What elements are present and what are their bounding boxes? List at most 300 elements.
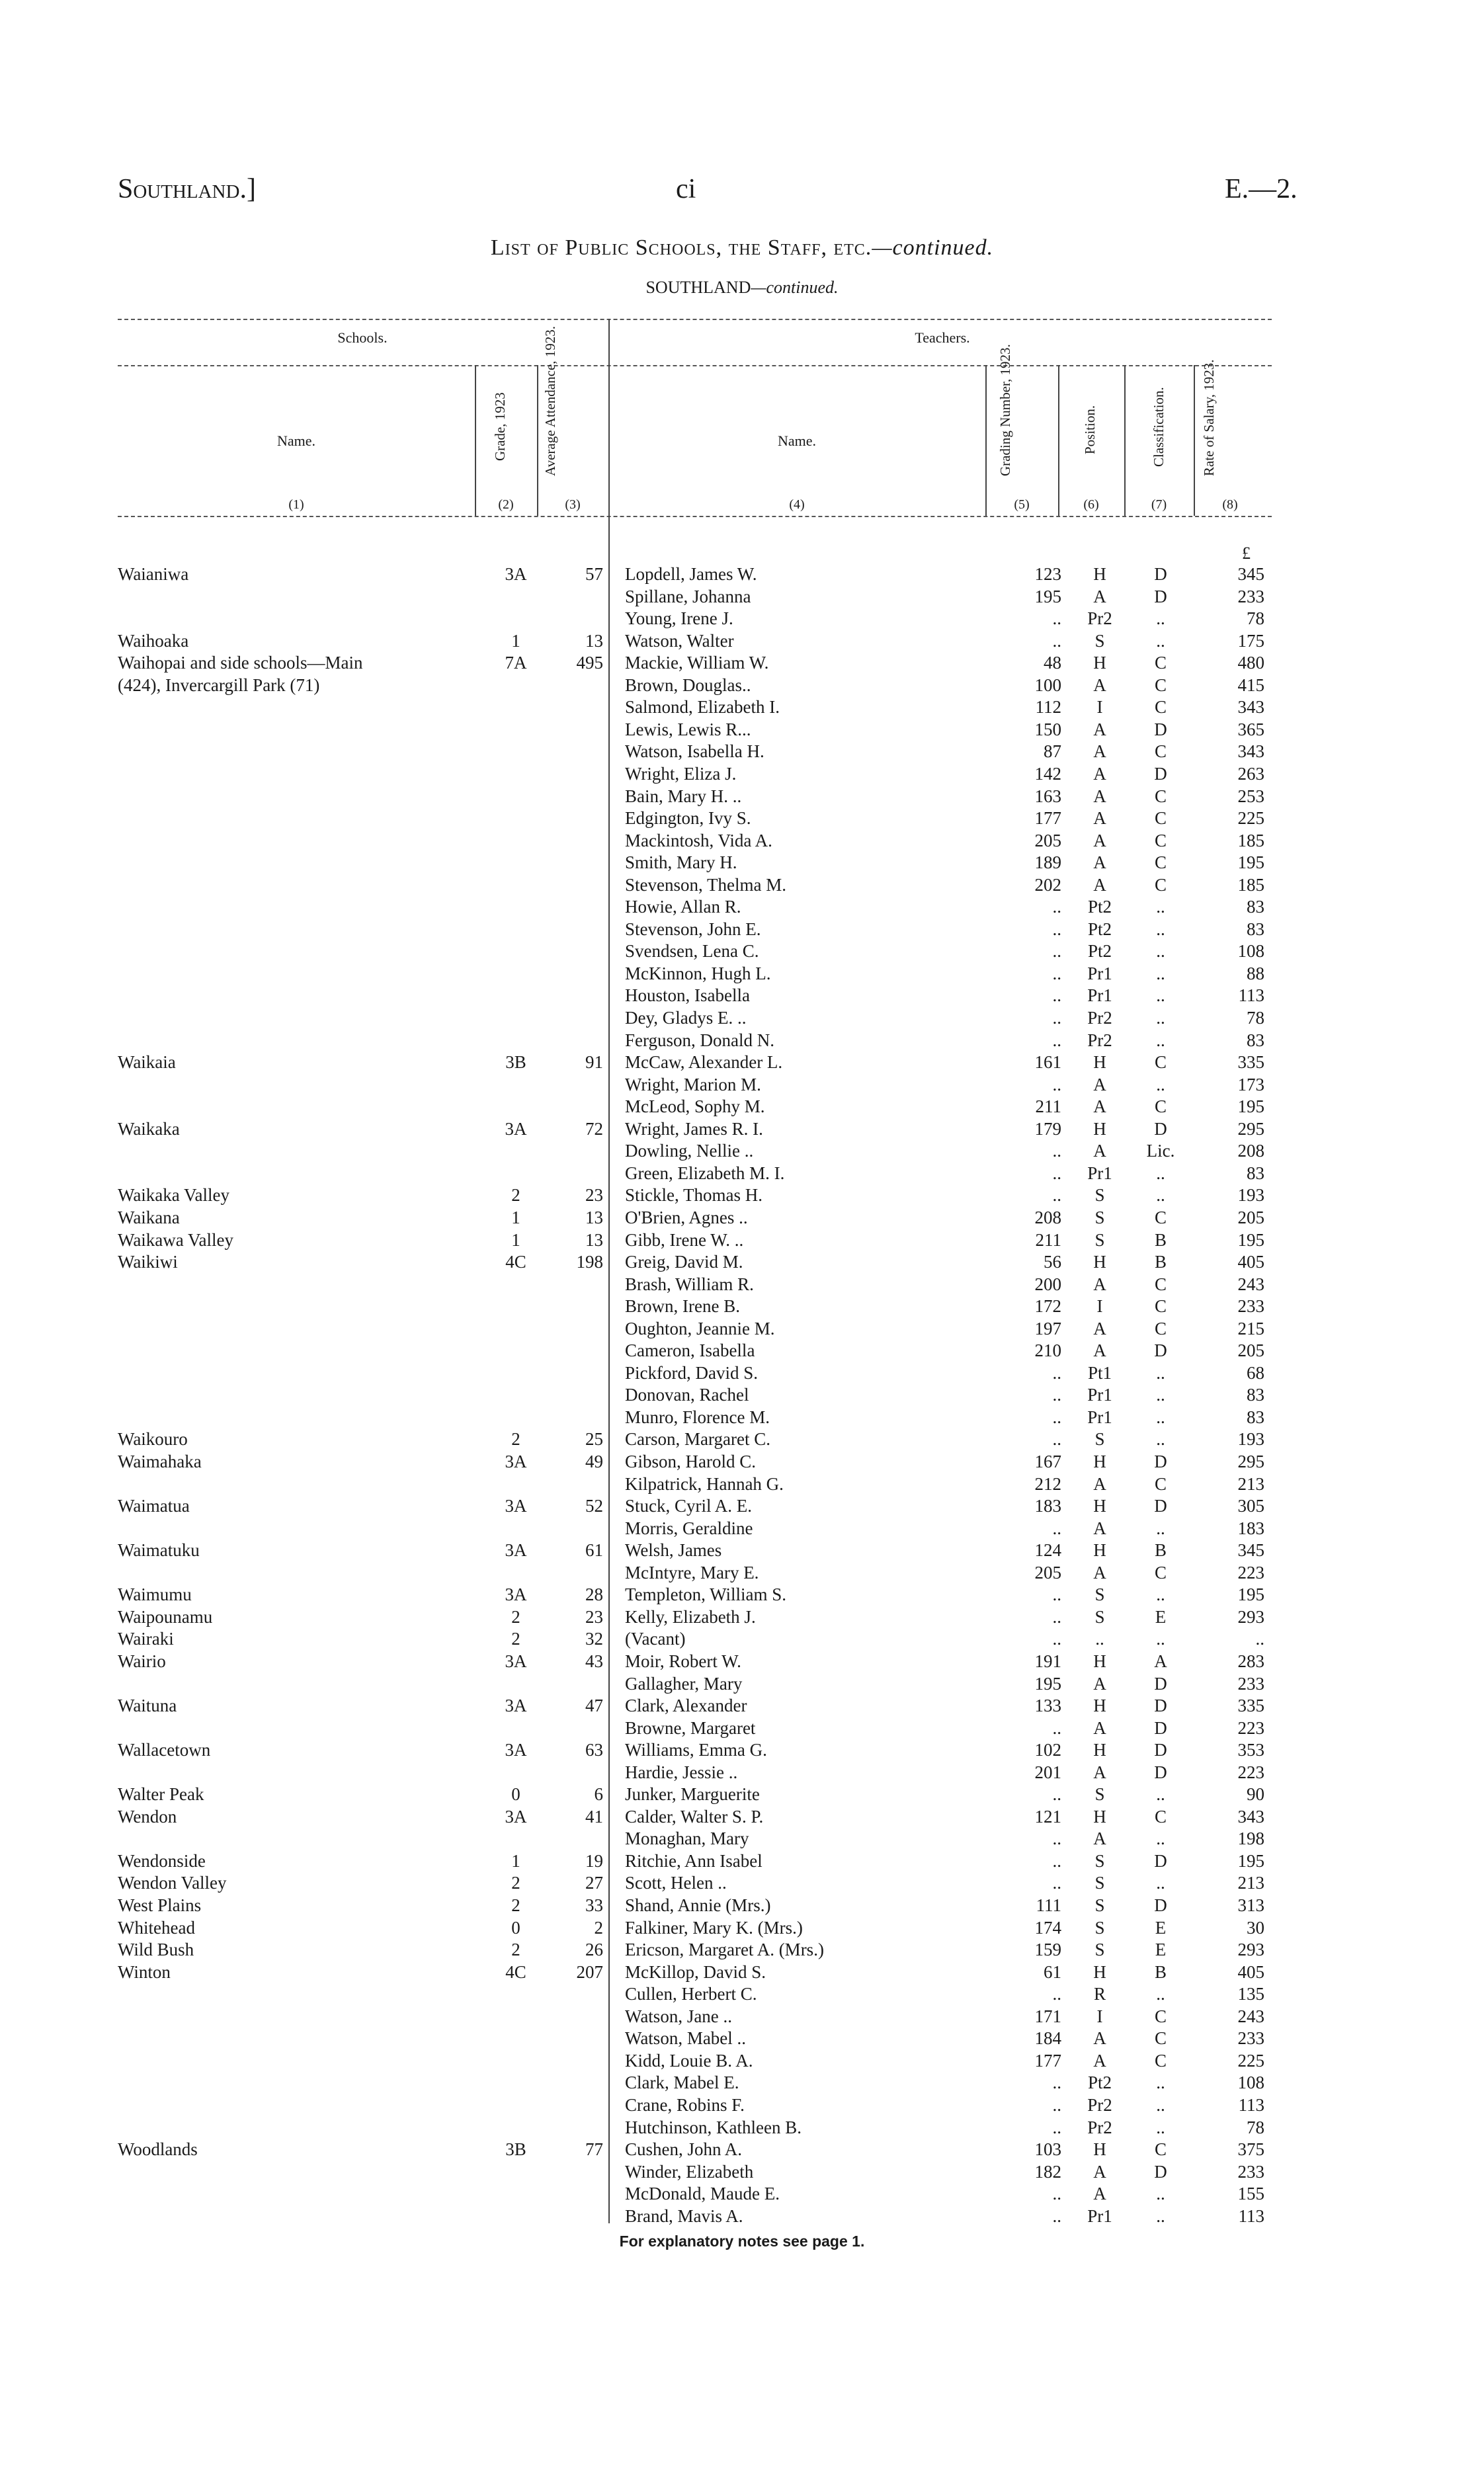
grading-number-cell: 197 xyxy=(1034,1318,1061,1338)
teacher-name-cell xyxy=(625,719,999,741)
teacher-name-cell xyxy=(625,1274,999,1296)
teacher-name-cell xyxy=(625,1540,999,1561)
teacher-name: Dey, Gladys E. .. xyxy=(625,1008,747,1028)
attendance-cell: 49 xyxy=(585,1452,603,1471)
teacher-name: Gallagher, Mary xyxy=(625,1673,743,1694)
position-cell: Pt2 xyxy=(1087,897,1112,917)
school-name-cell: Waikaka Valley xyxy=(118,1185,230,1206)
teacher-name: Scott, Helen .. xyxy=(625,1873,727,1893)
teacher-name-cell xyxy=(625,1340,999,1362)
classification-cell: .. xyxy=(1156,1385,1165,1405)
salary-cell: 193 xyxy=(1237,1429,1264,1450)
teacher-name: (Vacant) xyxy=(625,1629,686,1649)
teacher-name: Smith, Mary H. xyxy=(625,852,737,873)
salary-cell: 185 xyxy=(1237,874,1264,895)
salary-cell: 175 xyxy=(1237,630,1264,651)
teacher-name: Cameron, Isabella xyxy=(625,1340,755,1361)
position-cell: S xyxy=(1094,1429,1105,1450)
teacher-name-cell xyxy=(625,1518,999,1540)
classification-cell: D xyxy=(1154,719,1167,739)
salary-cell: 83 xyxy=(1247,1030,1264,1050)
attendance-cell: 2 xyxy=(594,1917,603,1938)
teacher-name-cell xyxy=(625,630,999,652)
teacher-name-cell xyxy=(625,741,999,762)
school-name-cell: Waikiwi xyxy=(118,1252,178,1272)
grading-number-cell: 177 xyxy=(1034,2050,1061,2071)
salary-cell: 155 xyxy=(1237,2184,1264,2204)
grading-number-cell: .. xyxy=(1052,1518,1061,1538)
attendance-header: Average Attendance, 1923. xyxy=(542,325,558,476)
grading-number-cell: 167 xyxy=(1034,1452,1061,1471)
grade-cell: 3A xyxy=(505,1496,527,1516)
salary-cell: 185 xyxy=(1237,830,1264,850)
position-cell: A xyxy=(1093,1762,1106,1782)
position-cell: S xyxy=(1094,1584,1105,1605)
grading-number-cell: 205 xyxy=(1034,830,1061,850)
salary-cell: 83 xyxy=(1247,897,1264,917)
teacher-name: Moir, Robert W. xyxy=(625,1651,741,1671)
grading-number-cell: 189 xyxy=(1034,852,1061,873)
position-cell: Pr2 xyxy=(1087,608,1112,629)
salary-cell: 295 xyxy=(1237,1452,1264,1471)
teacher-name-header: Name. xyxy=(777,432,817,449)
salary-cell: 193 xyxy=(1237,1185,1264,1206)
position-cell: I xyxy=(1096,2006,1103,2026)
grade-header: Grade, 1923 xyxy=(492,392,508,461)
grading-number-cell: 112 xyxy=(1035,697,1061,718)
grading-number-cell: .. xyxy=(1052,919,1061,939)
grade-cell: 3A xyxy=(505,1452,527,1471)
salary-cell: 30 xyxy=(1247,1917,1264,1938)
teacher-name-cell xyxy=(625,1983,999,2005)
teacher-name: Svendsen, Lena C. xyxy=(625,941,759,962)
salary-cell: 68 xyxy=(1247,1362,1264,1383)
teacher-name: Munro, Florence M. xyxy=(625,1407,770,1427)
position-cell: A xyxy=(1093,830,1106,850)
classification-cell: .. xyxy=(1156,2184,1165,2204)
teacher-name: Ericson, Margaret A. (Mrs.) xyxy=(625,1940,824,1960)
classification-cell: .. xyxy=(1156,1185,1165,1206)
teacher-name-cell xyxy=(625,786,999,807)
grading-number-cell: .. xyxy=(1052,1074,1061,1094)
position-cell: A xyxy=(1093,1340,1106,1361)
grading-number-cell: .. xyxy=(1052,1784,1061,1805)
teacher-name-cell xyxy=(625,2139,999,2160)
teacher-name: Clark, Alexander xyxy=(625,1696,747,1716)
grading-number-cell: 159 xyxy=(1034,1940,1061,1960)
grading-number-cell: .. xyxy=(1052,1385,1061,1405)
teacher-name: Hutchinson, Kathleen B. xyxy=(625,2117,802,2137)
salary-cell: 83 xyxy=(1247,1163,1264,1183)
teacher-name-cell xyxy=(625,874,999,896)
teacher-name: Edgington, Ivy S. xyxy=(625,808,751,828)
salary-cell: 375 xyxy=(1237,2139,1264,2159)
salary-cell: 345 xyxy=(1237,564,1264,584)
grade-cell: 0 xyxy=(511,1917,520,1938)
teacher-name: Morris, Geraldine xyxy=(625,1518,753,1538)
grade-cell: 3A xyxy=(505,1740,527,1760)
teacher-name: Calder, Walter S. P. xyxy=(625,1806,764,1827)
teacher-name: Young, Irene J. xyxy=(625,608,733,629)
grade-cell: 4C xyxy=(505,1961,526,1982)
grading-number-cell: 200 xyxy=(1034,1274,1061,1294)
teacher-name-cell xyxy=(625,586,999,608)
classification-cell: D xyxy=(1154,586,1167,606)
attendance-cell: 6 xyxy=(594,1784,603,1805)
salary-cell: 205 xyxy=(1237,1207,1264,1227)
position-cell: H xyxy=(1093,1496,1106,1516)
grading-number-cell: .. xyxy=(1052,2205,1061,2226)
classification-cell: C xyxy=(1154,1207,1167,1227)
teacher-name-cell xyxy=(625,1739,999,1761)
position-cell: H xyxy=(1093,1452,1106,1471)
position-cell: S xyxy=(1094,1850,1105,1871)
column-number-2: (2) xyxy=(498,497,514,512)
salary-cell: 113 xyxy=(1238,985,1264,1006)
grading-number-cell: 195 xyxy=(1034,1673,1061,1694)
classification-cell: C xyxy=(1154,2028,1167,2049)
grade-cell: 7A xyxy=(505,653,527,673)
classification-cell: .. xyxy=(1156,608,1165,629)
grade-cell: 3A xyxy=(505,564,527,584)
grading-number-cell: 177 xyxy=(1034,808,1061,828)
attendance-cell: 32 xyxy=(585,1629,603,1649)
position-cell: A xyxy=(1093,1318,1106,1338)
classification-cell: D xyxy=(1154,1118,1167,1139)
school-name-cell: West Plains xyxy=(118,1895,202,1915)
teacher-name: Kilpatrick, Hannah G. xyxy=(625,1473,784,1494)
position-cell: H xyxy=(1093,1540,1106,1561)
teacher-name: Wright, Eliza J. xyxy=(625,764,737,784)
position-cell: H xyxy=(1093,1052,1106,1073)
teacher-name: Lewis, Lewis R... xyxy=(625,719,751,739)
school-name-cell: Waimumu xyxy=(118,1584,192,1605)
grading-number-cell: 195 xyxy=(1034,586,1061,606)
position-cell: S xyxy=(1094,1784,1105,1805)
teacher-name-cell xyxy=(625,1296,999,1317)
grading-number-cell: .. xyxy=(1052,1030,1061,1050)
salary-cell: 295 xyxy=(1237,1118,1264,1139)
classification-cell: D xyxy=(1154,1740,1167,1760)
classification-cell: C xyxy=(1154,697,1167,718)
teacher-name: Cullen, Herbert C. xyxy=(625,1984,757,2004)
grade-cell: 3A xyxy=(505,1540,527,1561)
teacher-name-cell xyxy=(625,1850,999,1872)
position-cell: A xyxy=(1093,1473,1106,1494)
teacher-name: Clark, Mabel E. xyxy=(625,2073,739,2093)
teacher-name-cell xyxy=(625,1872,999,1894)
classification-cell: .. xyxy=(1156,1429,1165,1450)
teacher-name: Houston, Isabella xyxy=(625,985,750,1006)
teacher-name: Greig, David M. xyxy=(625,1252,743,1272)
classification-cell: .. xyxy=(1156,2205,1165,2226)
classification-cell: A xyxy=(1154,1651,1167,1671)
grading-number-cell: .. xyxy=(1052,1584,1061,1605)
classification-cell: .. xyxy=(1156,897,1165,917)
position-cell: S xyxy=(1094,630,1105,651)
attendance-cell: 61 xyxy=(585,1540,603,1561)
teacher-name-cell xyxy=(625,2006,999,2028)
column-number-1: (1) xyxy=(288,497,304,512)
grading-number-cell: .. xyxy=(1052,1829,1061,1849)
salary-cell: 135 xyxy=(1237,1984,1264,2004)
salary-cell: 83 xyxy=(1247,1385,1264,1405)
teacher-name-cell xyxy=(625,1717,999,1739)
teacher-name-cell xyxy=(625,1428,999,1450)
teacher-name-cell xyxy=(625,1407,999,1428)
teacher-name-cell xyxy=(625,2094,999,2116)
salary-cell: 233 xyxy=(1237,1296,1264,1317)
teacher-name-cell xyxy=(625,696,999,718)
grading-number-cell: .. xyxy=(1052,1362,1061,1383)
teacher-name: McLeod, Sophy M. xyxy=(625,1096,765,1117)
position-cell: H xyxy=(1093,1118,1106,1139)
teacher-name: Mackintosh, Vida A. xyxy=(625,830,772,850)
teacher-name: Ferguson, Donald N. xyxy=(625,1030,774,1050)
grade-cell: 1 xyxy=(511,1207,520,1227)
classification-cell: D xyxy=(1154,1895,1167,1915)
group-heading-rule xyxy=(118,365,1272,366)
school-name-cell: Waikaia xyxy=(118,1052,176,1073)
grade-cell: 1 xyxy=(511,630,520,651)
teacher-name-cell xyxy=(625,675,999,696)
teacher-name: Brash, William R. xyxy=(625,1274,754,1294)
salary-cell: 88 xyxy=(1247,963,1264,983)
salary-cell: 223 xyxy=(1237,1562,1264,1583)
teacher-name-cell xyxy=(625,1384,999,1406)
classification-cell: D xyxy=(1154,564,1167,584)
school-name-cell: Whitehead xyxy=(118,1917,195,1938)
grading-number-cell: 172 xyxy=(1034,1296,1061,1317)
teacher-name-cell xyxy=(625,1030,999,1051)
teacher-name: Hardie, Jessie .. xyxy=(625,1762,738,1782)
attendance-cell: 13 xyxy=(585,1229,603,1250)
column-number-7: (7) xyxy=(1151,497,1167,512)
school-name-cell: Waituna xyxy=(118,1696,177,1716)
teacher-name: Green, Elizabeth M. I. xyxy=(625,1163,785,1183)
classification-cell: D xyxy=(1154,1696,1167,1716)
salary-cell: 293 xyxy=(1237,1606,1264,1627)
grade-cell: 2 xyxy=(511,1940,520,1960)
teacher-name: Shand, Annie (Mrs.) xyxy=(625,1895,771,1915)
teacher-name: Watson, Mabel .. xyxy=(625,2028,747,2049)
position-cell: A xyxy=(1093,1074,1106,1094)
grading-number-cell: .. xyxy=(1052,2073,1061,2093)
teacher-name-cell xyxy=(625,2205,999,2227)
teacher-name: Templeton, William S. xyxy=(625,1584,787,1605)
teacher-name-cell xyxy=(625,919,999,940)
column-number-8: (8) xyxy=(1222,497,1238,512)
salary-cell: 195 xyxy=(1237,1584,1264,1605)
grading-number-cell: 161 xyxy=(1034,1052,1061,1073)
page-number: ci xyxy=(676,174,696,204)
attendance-cell: 57 xyxy=(585,564,603,584)
teacher-name-cell xyxy=(625,652,999,674)
classification-cell: .. xyxy=(1156,2094,1165,2115)
position-cell: Pt2 xyxy=(1087,941,1112,962)
teacher-name: Winder, Elizabeth xyxy=(625,2161,754,2182)
attendance-cell: 13 xyxy=(585,1207,603,1227)
position-cell: A xyxy=(1093,741,1106,762)
salary-cell: 243 xyxy=(1237,2006,1264,2026)
teacher-name: Spillane, Johanna xyxy=(625,586,751,606)
grade-cell: 2 xyxy=(511,1895,520,1915)
salary-cell: 253 xyxy=(1237,786,1264,806)
grading-number-cell: 208 xyxy=(1034,1207,1061,1227)
salary-cell: 233 xyxy=(1237,2028,1264,2049)
classification-cell: .. xyxy=(1156,1008,1165,1028)
salary-header: Rate of Salary, 1923. xyxy=(1201,359,1217,476)
attendance-cell: 28 xyxy=(585,1584,603,1605)
teacher-name-cell xyxy=(625,2117,999,2139)
header-bottom-rule xyxy=(118,516,1272,517)
teacher-name: Crane, Robins F. xyxy=(625,2094,745,2115)
classification-cell: C xyxy=(1154,830,1167,850)
teacher-name-cell xyxy=(625,1451,999,1473)
attendance-cell: 52 xyxy=(585,1496,603,1516)
grading-number-cell: .. xyxy=(1052,1429,1061,1450)
attendance-cell: 27 xyxy=(585,1873,603,1893)
position-cell: S xyxy=(1094,1873,1105,1893)
teacher-name: Kelly, Elizabeth J. xyxy=(625,1606,756,1627)
salary-cell: 78 xyxy=(1247,608,1264,629)
grade-cell: 3B xyxy=(505,2139,526,2159)
grading-number-cell: .. xyxy=(1052,1717,1061,1738)
teacher-name-cell xyxy=(625,1096,999,1118)
teacher-name: McDonald, Maude E. xyxy=(625,2184,780,2204)
teacher-name: Stickle, Thomas H. xyxy=(625,1185,763,1206)
salary-cell: 113 xyxy=(1238,2205,1264,2226)
grading-number-cell: 121 xyxy=(1034,1806,1061,1827)
position-cell: A xyxy=(1093,852,1106,873)
school-name-cell: Waikouro xyxy=(118,1429,188,1450)
teacher-name: Brand, Mavis A. xyxy=(625,2205,743,2226)
position-cell: A xyxy=(1093,808,1106,828)
teacher-name: Gibson, Harold C. xyxy=(625,1452,756,1471)
grading-number-cell: 124 xyxy=(1034,1540,1061,1561)
attendance-cell: 495 xyxy=(576,653,603,673)
classification-cell: C xyxy=(1154,741,1167,762)
salary-cell: 343 xyxy=(1237,741,1264,762)
salary-cell: 208 xyxy=(1237,1141,1264,1161)
school-name-cell: Wairaki xyxy=(118,1629,174,1649)
classification-cell: C xyxy=(1154,808,1167,828)
teacher-name: Browne, Margaret xyxy=(625,1717,756,1738)
teacher-name: Stuck, Cyril A. E. xyxy=(625,1496,753,1516)
salary-cell: 198 xyxy=(1237,1829,1264,1849)
grade-cell: 3A xyxy=(505,1118,527,1139)
grading-number-cell: .. xyxy=(1052,897,1061,917)
teacher-name-cell xyxy=(625,2161,999,2183)
teacher-name-cell xyxy=(625,2183,999,2205)
attendance-cell: 72 xyxy=(585,1118,603,1139)
school-name-cell: Waimahaka xyxy=(118,1452,202,1471)
attendance-cell: 63 xyxy=(585,1740,603,1760)
grading-number-cell: 211 xyxy=(1035,1229,1061,1250)
teacher-name: Kidd, Louie B. A. xyxy=(625,2050,753,2071)
teacher-name: O'Brien, Agnes .. xyxy=(625,1207,748,1227)
grading-number-cell: .. xyxy=(1052,941,1061,962)
teacher-name-cell xyxy=(625,1628,999,1650)
position-cell: S xyxy=(1094,1207,1105,1227)
classification-cell: .. xyxy=(1156,1030,1165,1050)
position-cell: A xyxy=(1093,786,1106,806)
column-number-5: (5) xyxy=(1014,497,1030,512)
school-name-header: Name. xyxy=(276,432,316,449)
classification-cell: C xyxy=(1154,675,1167,695)
teacher-name: Howie, Allan R. xyxy=(625,897,741,917)
classification-cell: .. xyxy=(1156,2073,1165,2093)
column-number-4: (4) xyxy=(789,497,805,512)
header-top-rule xyxy=(118,319,1272,320)
teacher-name: Dowling, Nellie .. xyxy=(625,1141,754,1161)
teacher-name: McCaw, Alexander L. xyxy=(625,1052,783,1073)
teacher-name-cell xyxy=(625,940,999,962)
position-cell: A xyxy=(1093,874,1106,895)
grade-cell: 2 xyxy=(511,1873,520,1893)
salary-cell: 405 xyxy=(1237,1961,1264,1982)
classification-cell: .. xyxy=(1156,1407,1165,1427)
teacher-name: Watson, Walter xyxy=(625,630,734,651)
teacher-name: Carson, Margaret C. xyxy=(625,1429,770,1450)
classification-cell: .. xyxy=(1156,1829,1165,1849)
teacher-name-cell xyxy=(625,1584,999,1606)
attendance-cell: 25 xyxy=(585,1429,603,1450)
grading-number-cell: 202 xyxy=(1034,874,1061,895)
position-header: Position. xyxy=(1082,405,1098,455)
teacher-name-cell xyxy=(625,2050,999,2072)
classification-cell: C xyxy=(1154,1562,1167,1583)
teacher-name: Bain, Mary H. .. xyxy=(625,786,742,806)
salary-cell: 195 xyxy=(1237,1229,1264,1250)
grading-number-cell: 87 xyxy=(1044,741,1061,762)
grading-number-cell: .. xyxy=(1052,2184,1061,2204)
salary-cell: 233 xyxy=(1237,1673,1264,1694)
salary-cell: 225 xyxy=(1237,2050,1264,2071)
grade-cell: 2 xyxy=(511,1429,520,1450)
teacher-name: Ritchie, Ann Isabel xyxy=(625,1850,763,1871)
teacher-name-cell xyxy=(625,1140,999,1162)
position-cell: H xyxy=(1093,1651,1106,1671)
grading-number-cell: 103 xyxy=(1034,2139,1061,2159)
classification-cell: B xyxy=(1154,1252,1167,1272)
salary-cell: 108 xyxy=(1237,941,1264,962)
salary-cell: 113 xyxy=(1238,2094,1264,2115)
teacher-name: McKinnon, Hugh L. xyxy=(625,963,771,983)
position-cell: A xyxy=(1093,1673,1106,1694)
position-cell: A xyxy=(1093,2050,1106,2071)
salary-cell: 173 xyxy=(1237,1074,1264,1094)
salary-cell: 213 xyxy=(1237,1873,1264,1893)
teacher-name: Stevenson, John E. xyxy=(625,919,761,939)
teacher-name-cell xyxy=(625,1673,999,1695)
position-cell: A xyxy=(1093,675,1106,695)
teacher-name: Pickford, David S. xyxy=(625,1362,758,1383)
teacher-name: Monaghan, Mary xyxy=(625,1829,749,1849)
salary-cell: 223 xyxy=(1237,1717,1264,1738)
teacher-name: Williams, Emma G. xyxy=(625,1740,767,1760)
grading-number-cell: .. xyxy=(1052,1606,1061,1627)
grading-number-cell: 179 xyxy=(1034,1118,1061,1139)
teacher-name: Mackie, William W. xyxy=(625,653,769,673)
teacher-name: Oughton, Jeannie M. xyxy=(625,1318,775,1338)
grading-number-cell: 142 xyxy=(1034,764,1061,784)
teacher-name-cell xyxy=(625,852,999,874)
salary-cell: 305 xyxy=(1237,1496,1264,1516)
grading-number-cell: 100 xyxy=(1034,675,1061,695)
teacher-name: Brown, Douglas.. xyxy=(625,675,751,695)
salary-cell: 83 xyxy=(1247,1407,1264,1427)
